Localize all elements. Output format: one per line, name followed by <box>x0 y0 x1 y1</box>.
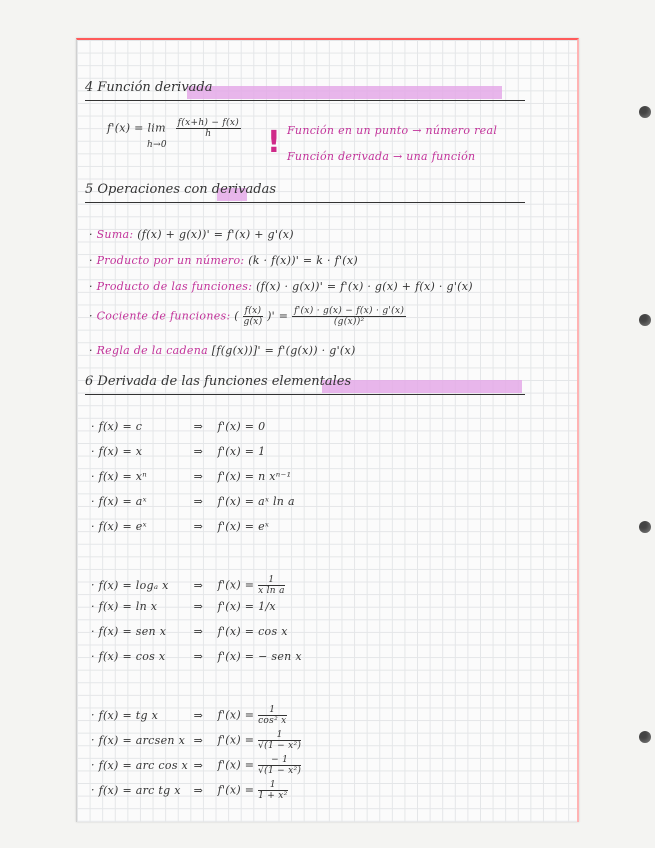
derivative-expression: f'(x) = 1/x <box>217 600 276 613</box>
derivative-fraction <box>258 730 301 751</box>
function-expression: f(x) = aˣ <box>98 495 147 508</box>
section-5-title: 5 Operaciones con derivadas <box>85 182 525 203</box>
derivative-fraction <box>258 575 285 596</box>
derivative-denominator: 1 + x² <box>258 791 288 801</box>
binder-hole <box>639 106 651 118</box>
function-expression: f(x) = arc cos x <box>98 758 189 772</box>
function-expression: f(x) = ln x <box>98 600 158 613</box>
function-expression: f(x) = tg x <box>98 708 159 722</box>
function-expression: f(x) = logₐ x <box>98 578 169 592</box>
definition-lhs: f'(x) = lim <box>107 121 166 135</box>
function-expression: f(x) = cos x <box>98 650 166 663</box>
operation-label: Producto por un número: <box>96 254 245 267</box>
quotient-lhs-num: f(x) <box>244 306 262 316</box>
implies-arrow-icon: ⇒ <box>193 625 204 638</box>
function-expression: f(x) = arc tg x <box>98 783 181 797</box>
elementary-row: · f(x) = ln x ⇒ f'(x) = 1/x <box>91 600 276 613</box>
function-expression: f(x) = sen x <box>98 625 167 638</box>
derivative-prefix: f'(x) = <box>217 783 259 797</box>
derivative-denominator: cos² x <box>258 716 287 726</box>
operation-producto-numero: · Producto por un número: (k · f(x))' = k · f'(x) <box>89 254 358 267</box>
derivative-denominator: √(1 − x²) <box>258 766 302 776</box>
elementary-row: · f(x) = x ⇒ f'(x) = 1 <box>91 445 266 458</box>
derivative-denominator: x ln a <box>258 586 285 596</box>
derivative-numerator: − 1 <box>258 755 301 766</box>
derivative-numerator: 1 <box>258 575 285 586</box>
exclamation-icon: ! <box>267 125 281 160</box>
implies-arrow-icon: ⇒ <box>193 470 204 483</box>
quotient-rhs-num: f'(x) · g(x) − f(x) · g'(x) <box>294 306 405 316</box>
function-expression: f(x) = xⁿ <box>98 470 148 483</box>
elementary-row: · f(x) = c ⇒ f'(x) = 0 <box>91 420 266 433</box>
implies-arrow-icon: ⇒ <box>193 650 204 663</box>
function-expression: f(x) = x <box>98 445 143 458</box>
binder-hole <box>639 521 651 533</box>
derivative-expression: f'(x) = aˣ ln a <box>217 495 295 508</box>
derivative-expression: f'(x) = cos x <box>217 625 288 638</box>
note-function: Función derivada → una función <box>287 150 476 163</box>
operation-cociente: · Cociente de funciones: ( $\frac{f(x)}{g(x)}$ )' = $\frac{f'(x) \cdot g(x) - f(x) \cdot g'(x)}{\text{(g(x))²}}$ <box>89 306 405 327</box>
derivative-expression: f'(x) = − sen x <box>217 650 302 663</box>
notebook-page <box>76 38 579 822</box>
operation-producto-funciones: · Producto de las funciones: (f(x) · g(x))' = f'(x) · g(x) + f(x) · g'(x) <box>89 280 473 293</box>
operation-label: Producto de las funciones: <box>96 280 253 293</box>
implies-arrow-icon: ⇒ <box>193 495 204 508</box>
note-point: Función en un punto → número real <box>287 124 498 137</box>
derivative-numerator: 1 <box>258 705 286 716</box>
section-4-title: 4 Función derivada <box>85 80 525 101</box>
definition-numerator: f(x+h) − f(x) <box>177 118 240 128</box>
derivative-fraction <box>258 755 301 776</box>
implies-arrow-icon: ⇒ <box>193 733 204 747</box>
elementary-row: · f(x) = xⁿ ⇒ f'(x) = n xⁿ⁻¹ <box>91 470 292 483</box>
definition-denominator: h <box>205 129 212 139</box>
limit-subscript: h→0 <box>147 140 167 150</box>
binder-hole <box>639 731 651 743</box>
implies-arrow-icon: ⇒ <box>193 783 204 797</box>
implies-arrow-icon: ⇒ <box>193 420 204 433</box>
derivative-fraction <box>258 705 286 726</box>
elementary-row: · f(x) = arcsen x ⇒ f'(x) = $\frac{1}{\text{√(1 − x²)}}$ <box>91 730 302 751</box>
derivative-fraction <box>258 780 287 801</box>
elementary-row: · f(x) = arc tg x ⇒ f'(x) = $\frac{1}{\text{1 + x²}}$ <box>91 780 288 801</box>
implies-arrow-icon: ⇒ <box>193 600 204 613</box>
implies-arrow-icon: ⇒ <box>193 520 204 533</box>
function-expression: f(x) = c <box>98 420 143 433</box>
function-expression: f(x) = eˣ <box>98 520 147 533</box>
elementary-row: · f(x) = sen x ⇒ f'(x) = cos x <box>91 625 288 638</box>
implies-arrow-icon: ⇒ <box>193 758 204 772</box>
section-6-title: 6 Derivada de las funciones elementales <box>85 374 525 395</box>
quotient-rhs <box>292 306 406 327</box>
operation-cadena: · Regla de la cadena [f(g(x))]' = f'(g(x)) · g'(x) <box>89 344 356 357</box>
derivative-expression: f'(x) = n xⁿ⁻¹ <box>217 470 292 483</box>
elementary-row: · f(x) = cos x ⇒ f'(x) = − sen x <box>91 650 302 663</box>
implies-arrow-icon: ⇒ <box>193 578 204 592</box>
elementary-row: · f(x) = eˣ ⇒ f'(x) = eˣ <box>91 520 270 533</box>
operation-formula: [f(g(x))]' = f'(g(x)) · g'(x) <box>211 344 356 357</box>
derivative-numerator: 1 <box>258 780 287 791</box>
derivative-expression: f'(x) = 1 <box>217 445 266 458</box>
operation-label: Suma: <box>96 228 134 241</box>
derivative-denominator: √(1 − x²) <box>258 741 302 751</box>
derivative-expression: f'(x) = 0 <box>217 420 266 433</box>
operation-formula: (k · f(x))' = k · f'(x) <box>248 254 358 267</box>
quotient-rhs-den: (g(x))² <box>333 317 365 327</box>
derivative-prefix: f'(x) = <box>217 708 259 722</box>
derivative-definition <box>107 118 241 139</box>
derivative-prefix: f'(x) = <box>217 733 259 747</box>
binder-hole <box>639 314 651 326</box>
operation-label: Regla de la cadena <box>96 344 208 357</box>
operation-formula: (f(x) · g(x))' = f'(x) · g(x) + f(x) · g'(x) <box>256 280 473 293</box>
derivative-numerator: 1 <box>258 730 301 741</box>
implies-arrow-icon: ⇒ <box>193 445 204 458</box>
quotient-lhs <box>243 306 264 327</box>
elementary-row: · f(x) = aˣ ⇒ f'(x) = aˣ ln a <box>91 495 295 508</box>
operation-suma: · Suma: (f(x) + g(x))' = f'(x) + g'(x) <box>89 228 294 241</box>
operation-label: Cociente de funciones: <box>96 309 231 323</box>
operation-formula: (f(x) + g(x))' = f'(x) + g'(x) <box>137 228 294 241</box>
elementary-row: · f(x) = tg x ⇒ f'(x) = $\frac{1}{\text{cos² x}}$ <box>91 705 287 726</box>
elementary-row: · f(x) = arc cos x ⇒ f'(x) = $\frac{- 1}{\text{√(1 − x²)}}$ <box>91 755 302 776</box>
function-expression: f(x) = arcsen x <box>98 733 186 747</box>
derivative-expression: f'(x) = eˣ <box>217 520 270 533</box>
derivative-prefix: f'(x) = <box>217 578 259 592</box>
definition-fraction <box>176 118 241 139</box>
implies-arrow-icon: ⇒ <box>193 708 204 722</box>
derivative-prefix: f'(x) = <box>217 758 259 772</box>
elementary-row: · f(x) = logₐ x ⇒ f'(x) = $\frac{1}{\text{x ln a}}$ <box>91 575 285 596</box>
quotient-lhs-den: g(x) <box>243 317 263 327</box>
